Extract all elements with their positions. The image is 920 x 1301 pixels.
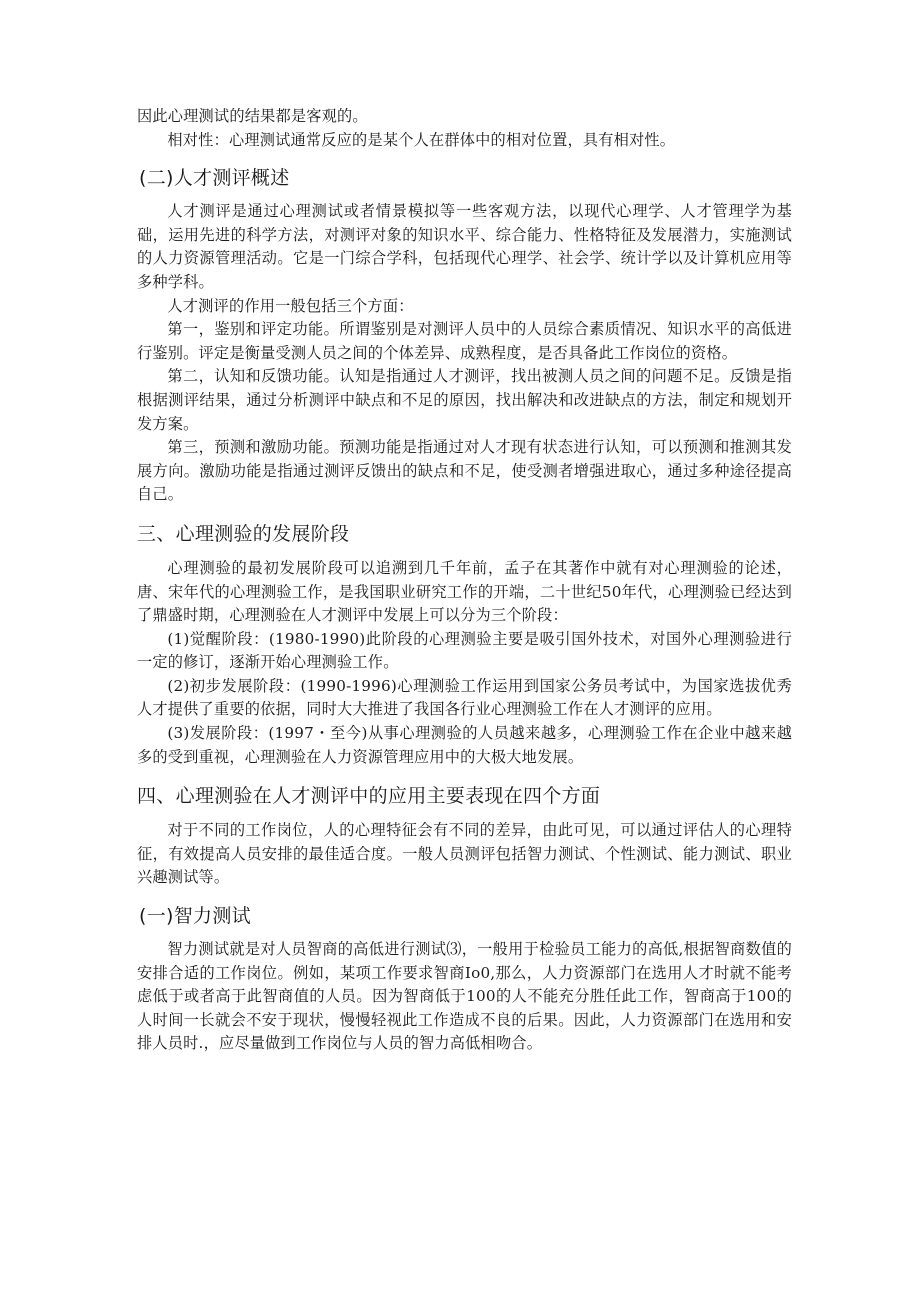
intelligence-test-heading: (一)智力测试 [139,905,251,928]
talent-overview-heading: (二)人才测评概述 [139,167,290,190]
function-3-paragraph: 第三，预测和激励功能。预测功能是指通过对人才现有状态进行认知，可以预测和推测其发展方向。激励功能是指通过测评反馈出的缺点和不足，使受测者增强进取心，通过多种途径提高自己。 [137,438,792,504]
intro-continuation: 因此心理测试的结果都是客观的。 [137,107,368,125]
document-page [137,105,792,1056]
function-2-paragraph: 第二，认知和反馈功能。认知是指通过人才测评，找出被测人员之间的问题不足。反馈是指根据测评结果，通过分析测评中缺点和不足的原因，找出解决和改进缺点的方法，制定和规划开发方案。 [137,367,792,433]
intelligence-test-paragraph: 智力测试就是对人员智商的高低进行测试⑶，一般用于检验员工能力的高低,根据智商数值的安排合适的工作岗位。例如，某项工作要求智商Io0,那么，人力资源部门在选用人才时就不能考虑低于或者高于此智商值的人员。因为智商低于100的人不能充分胜任此工作，智商高于100的人时间一长就会不安于现状，慢慢轻视此工作造成不良的后果。因此，人力资源部门在选用和安排人员时.，应尽量做到工作岗位与人员的智力高低相吻合。 [137,940,792,1053]
talent-definition-paragraph: 人才测评是通过心理测试或者情景模拟等一些客观方法，以现代心理学、人才管理学为基础，运用先进的科学方法，对测评对象的知识水平、综合能力、性格特征及发展潜力，实施测试的人力资源管理活动。它是一门综合学科，包括现代心理学、社会学、统计学以及计算机应用等多种学科。 [137,202,792,291]
relativity-paragraph: 相对性：心理测试通常反应的是某个人在群体中的相对位置，具有相对性。 [167,130,676,149]
section-3-heading: 三、心理测验的发展阶段 [137,522,350,545]
stage-1-paragraph: (1)觉醒阶段：(1980-1990)此阶段的心理测验主要是吸引国外技术，对国外心理测验进行一定的修订，逐渐开始心理测验工作。 [137,629,792,672]
functions-intro-paragraph: 人才测评的作用一般包括三个方面： [167,296,414,315]
stage-2-paragraph: (2)初步发展阶段：(1990-1996)心理测验工作运用到国家公务员考试中，为国家选拔优秀人才提供了重要的依据，同时大大推进了我国各行业心理测验工作在人才测评的应用。 [137,676,792,719]
development-intro-paragraph: 心理测验的最初发展阶段可以追溯到几千年前，孟子在其著作中就有对心理测验的论述，唐、宋年代的心理测验工作，是我国职业研究工作的开端，二十世纪50年代，心理测验已经达到了鼎盛时期，心理测验在人才测评中发展上可以分为三个阶段： [137,558,792,625]
section-4-heading: 四、心理测验在人才测评中的应用主要表现在四个方面 [137,785,601,808]
function-1-paragraph: 第一，鉴别和评定功能。所谓鉴别是对测评人员中的人员综合素质情况、知识水平的高低进行鉴别。评定是衡量受测人员之间的个体差异、成熟程度，是否具备此工作岗位的资格。 [137,320,792,362]
stage-3-paragraph: (3)发展阶段：(1997・至今)从事心理测验的人员越来越多，心理测验工作在企业中越来越多的受到重视，心理测验在人力资源管理应用中的大极大地发展。 [137,724,792,766]
application-intro-paragraph: 对于不同的工作岗位，人的心理特征会有不同的差异，由此可见，可以通过评估人的心理特征，有效提高人员安排的最佳适合度。一般人员测评包括智力测试、个性测试、能力测试、职业兴趣测试等。 [137,821,792,887]
